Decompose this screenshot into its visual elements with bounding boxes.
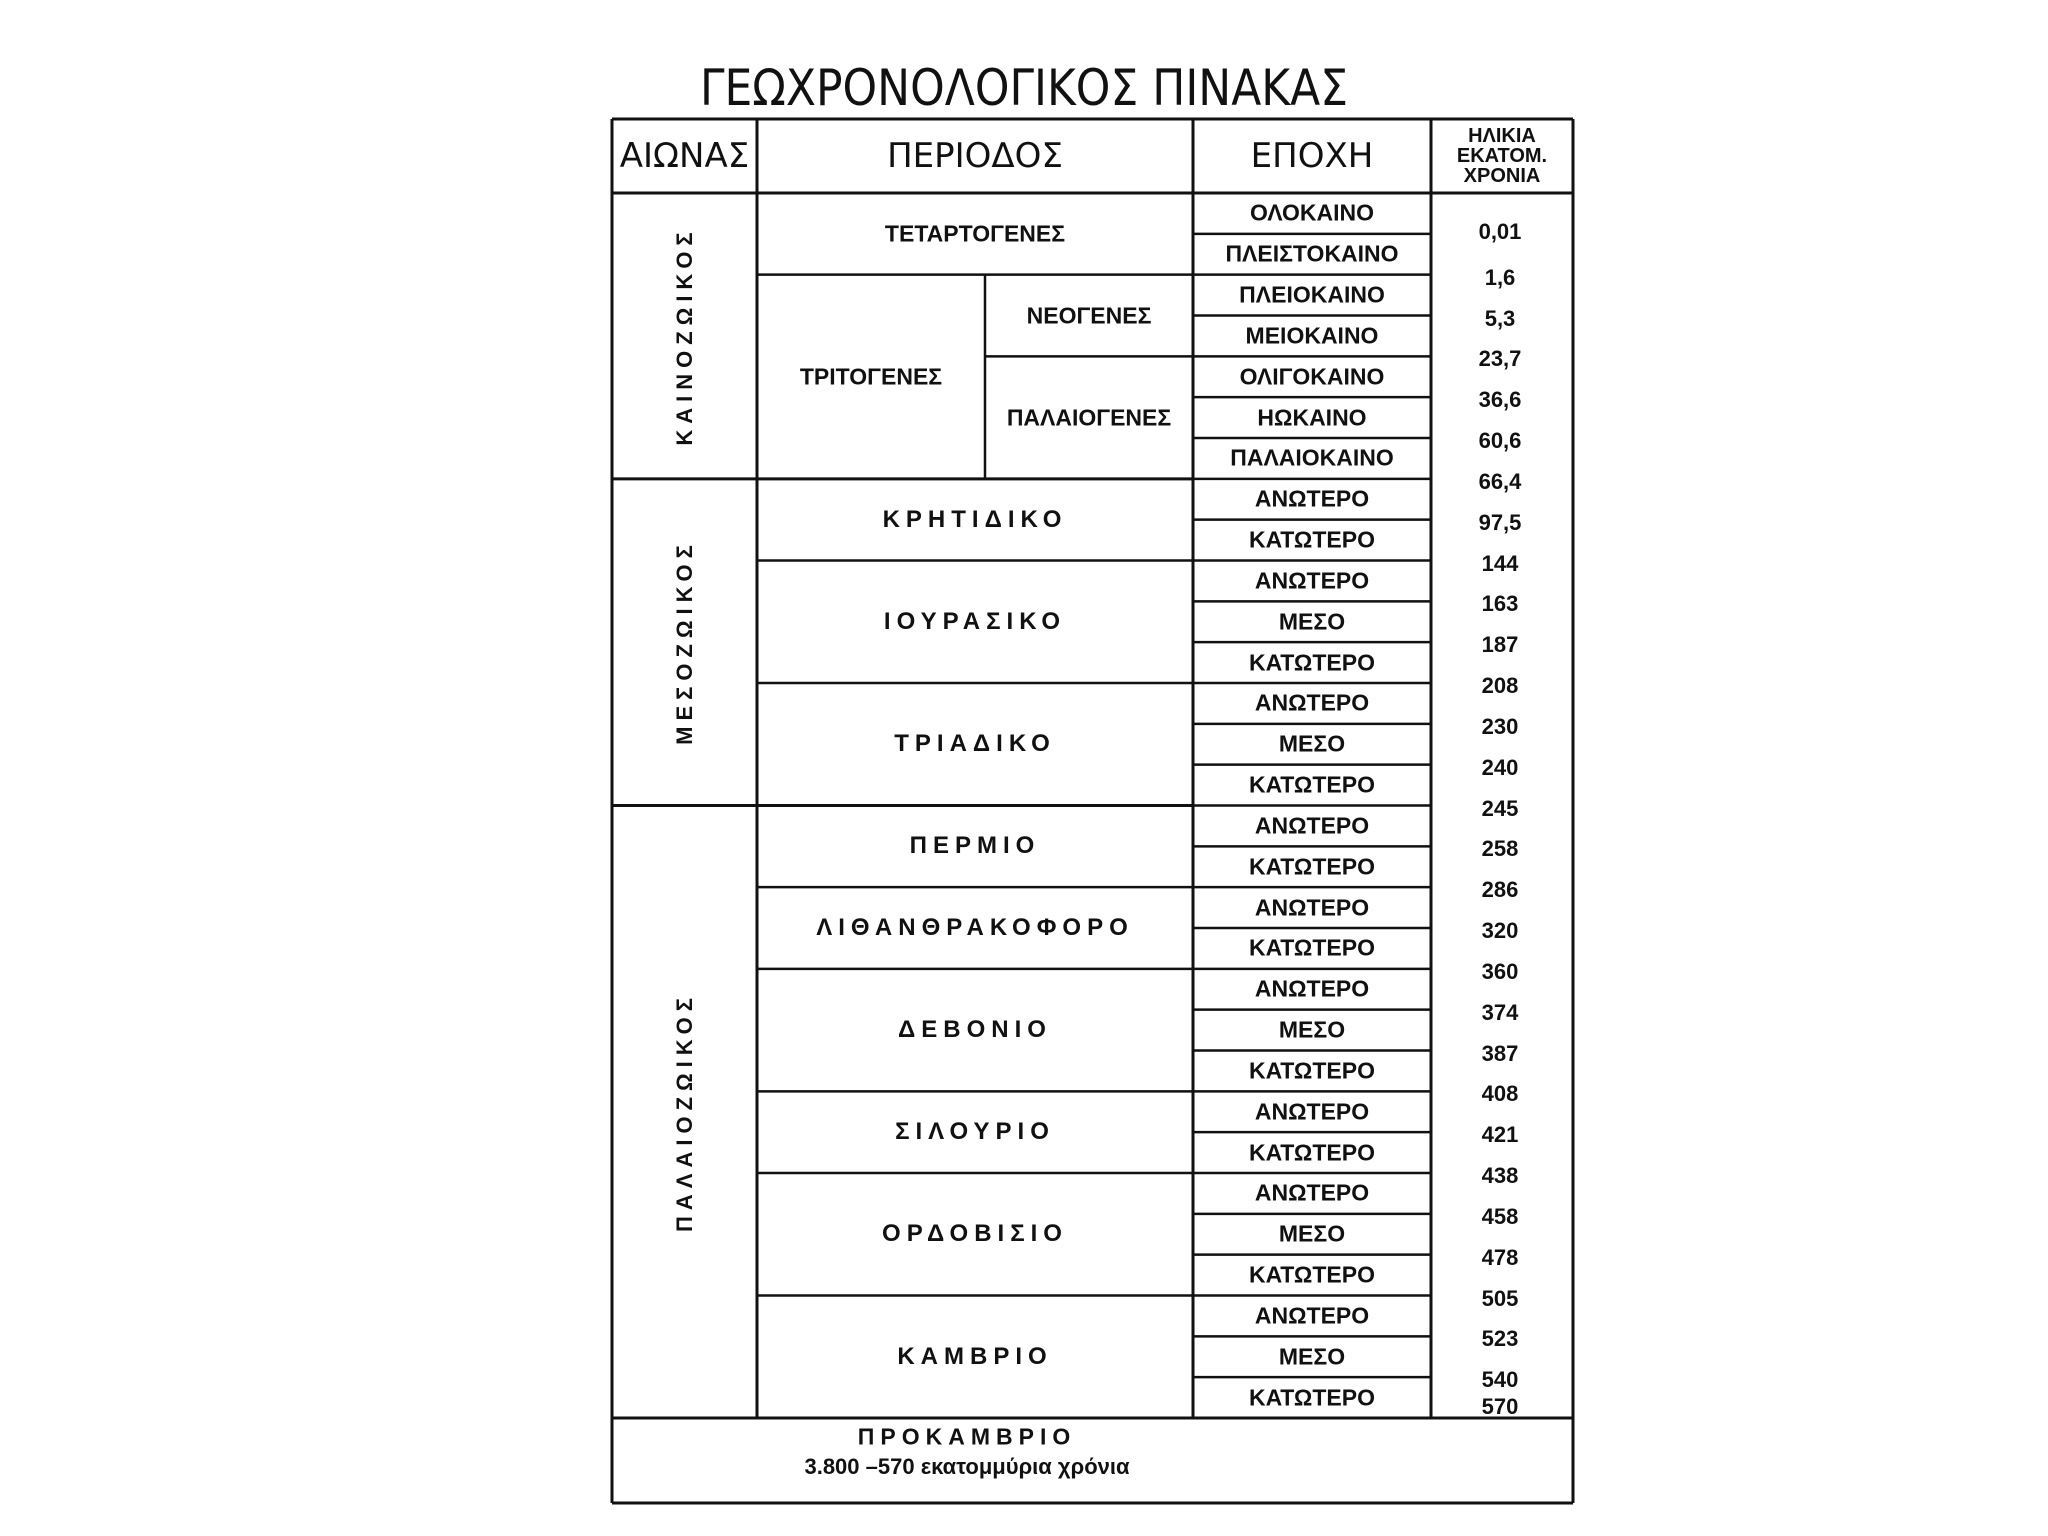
age-value: 478 xyxy=(1481,1244,1519,1270)
epoch-label: ΚΑΤΩΤΕΡΟ xyxy=(1248,1139,1376,1166)
age-value: 0,01 xyxy=(1478,218,1522,244)
age-value: 540 xyxy=(1481,1367,1519,1393)
age-value: 187 xyxy=(1481,632,1519,658)
age-value: 144 xyxy=(1481,550,1519,576)
epoch-label: ΑΝΩΤΕΡΟ xyxy=(1254,1302,1370,1329)
period-label: ΚΑΜΒΡΙΟ xyxy=(897,1342,1053,1370)
period-label: ΟΡΔΟΒΙΣΙΟ xyxy=(882,1220,1068,1248)
epoch-label: ΟΛΙΓΟΚΑΙΝΟ xyxy=(1239,363,1385,390)
age-value: 97,5 xyxy=(1478,509,1522,535)
epoch-label: ΚΑΤΩΤΕΡΟ xyxy=(1248,771,1376,798)
age-value: 5,3 xyxy=(1484,305,1516,331)
epoch-label: ΜΕΣΟ xyxy=(1278,1220,1346,1247)
header-eon: ΑΙΩΝΑΣ xyxy=(619,136,750,176)
period-label: ΤΕΤΑΡΤΟΓΕΝΕΣ xyxy=(884,220,1066,247)
period-label: ΣΙΛΟΥΡΙΟ xyxy=(895,1118,1055,1146)
epoch-label: ΠΛΕΙΟΚΑΙΝΟ xyxy=(1239,281,1385,308)
epoch-label: ΟΛΟΚΑΙΝΟ xyxy=(1250,199,1374,226)
epoch-label: ΜΕΣΟ xyxy=(1278,730,1346,757)
epoch-label: ΑΝΩΤΕΡΟ xyxy=(1254,975,1370,1002)
eon-label: ΚΑΙΝΟΖΩΙΚΟΣ xyxy=(671,226,697,446)
precambrian-name: ΠΡΟΚΑΜΒΡΙΟ xyxy=(857,1423,1077,1450)
epoch-label: ΚΑΤΩΤΕΡΟ xyxy=(1248,853,1376,880)
epoch-label: ΚΑΤΩΤΕΡΟ xyxy=(1248,1261,1376,1288)
page-title: ΓΕΩΧΡΟΝΟΛΟΓΙΚΟΣ ΠΙΝΑΚΑΣ xyxy=(699,59,1349,117)
age-value: 36,6 xyxy=(1478,387,1522,413)
subperiod-label: ΝΕΟΓΕΝΕΣ xyxy=(1026,302,1152,328)
epoch-label: ΚΑΤΩΤΕΡΟ xyxy=(1248,1057,1376,1084)
epoch-label: ΑΝΩΤΕΡΟ xyxy=(1254,1098,1370,1125)
header-age: ΗΛΙΚΙΑ ΕΚΑΤΟΜ. ΧΡΟΝΙΑ xyxy=(1456,125,1548,187)
age-value: 421 xyxy=(1481,1122,1519,1148)
age-value: 374 xyxy=(1481,999,1519,1025)
subperiod-label: ΠΑΛΑΙΟΓΕΝΕΣ xyxy=(1006,404,1172,431)
age-value: 286 xyxy=(1481,877,1519,903)
epoch-label: ΚΑΤΩΤΕΡΟ xyxy=(1248,526,1376,553)
epoch-label: ΜΕΣΟ xyxy=(1278,608,1346,635)
epoch-label: ΠΑΛΑΙΟΚΑΙΝΟ xyxy=(1230,444,1394,471)
period-label: ΛΙΘΑΝΘΡΑΚΟΦΟΡΟ xyxy=(816,914,1134,941)
age-value: 258 xyxy=(1481,836,1519,862)
epoch-label: ΑΝΩΤΕΡΟ xyxy=(1254,567,1370,594)
epoch-label: ΑΝΩΤΕΡΟ xyxy=(1254,485,1370,512)
epoch-label: ΜΕΣΟ xyxy=(1278,1343,1346,1370)
age-value: 1,6 xyxy=(1484,264,1516,290)
epoch-label: ΚΑΤΩΤΕΡΟ xyxy=(1248,934,1376,961)
age-value: 360 xyxy=(1481,958,1519,984)
header-epoch: ΕΠΟΧΗ xyxy=(1250,136,1374,176)
age-value: 458 xyxy=(1481,1203,1519,1229)
eon-label: ΠΑΛΑΙΟΖΩΙΚΟΣ xyxy=(671,991,697,1232)
epoch-label: ΑΝΩΤΕΡΟ xyxy=(1254,812,1370,839)
header-period: ΠΕΡΙΟΔΟΣ xyxy=(887,136,1063,176)
epoch-label: ΑΝΩΤΕΡΟ xyxy=(1254,1179,1370,1206)
age-value: 208 xyxy=(1481,673,1519,698)
epoch-label: ΜΕΙΟΚΑΙΝΟ xyxy=(1245,322,1379,349)
period-label: ΔΕΒΟΝΙΟ xyxy=(898,1016,1052,1044)
age-value: 230 xyxy=(1481,713,1519,739)
age-value: 66,4 xyxy=(1478,468,1522,494)
epoch-label: ΚΑΤΩΤΕΡΟ xyxy=(1248,1384,1376,1411)
epoch-label: ΠΛΕΙΣΤΟΚΑΙΝΟ xyxy=(1225,240,1399,267)
age-value: 240 xyxy=(1481,754,1519,780)
period-label: ΠΕΡΜΙΟ xyxy=(909,832,1041,860)
epoch-label: ΜΕΣΟ xyxy=(1278,1016,1346,1043)
age-value: 438 xyxy=(1481,1163,1519,1188)
age-value: 60,6 xyxy=(1478,428,1522,453)
age-value: 523 xyxy=(1481,1326,1519,1352)
eon-label: ΜΕΣΟΖΩΙΚΟΣ xyxy=(671,539,697,746)
epoch-label: ΚΑΤΩΤΕΡΟ xyxy=(1248,649,1376,676)
age-value: 408 xyxy=(1481,1081,1519,1107)
age-value: 505 xyxy=(1481,1285,1519,1311)
epoch-label: ΑΝΩΤΕΡΟ xyxy=(1254,894,1370,921)
precambrian-range: 3.800 –570 εκατομμύρια χρόνια xyxy=(804,1454,1130,1479)
period-label: ΤΡΙΤΟΓΕΝΕΣ xyxy=(799,363,943,390)
period-label: ΙΟΥΡΑΣΙΚΟ xyxy=(883,607,1067,635)
age-value: 320 xyxy=(1481,918,1519,943)
epoch-label: ΗΩΚΑΙΝΟ xyxy=(1257,404,1367,431)
age-value: 387 xyxy=(1481,1040,1519,1066)
epoch-label: ΑΝΩΤΕΡΟ xyxy=(1254,689,1370,716)
age-value: 245 xyxy=(1481,795,1519,821)
age-value: 570 xyxy=(1481,1394,1519,1419)
age-value: 163 xyxy=(1481,591,1519,617)
age-value: 23,7 xyxy=(1478,346,1522,372)
period-label: ΚΡΗΤΙΔΙΚΟ xyxy=(882,505,1068,533)
period-label: ΤΡΙΑΔΙΚΟ xyxy=(894,730,1056,758)
